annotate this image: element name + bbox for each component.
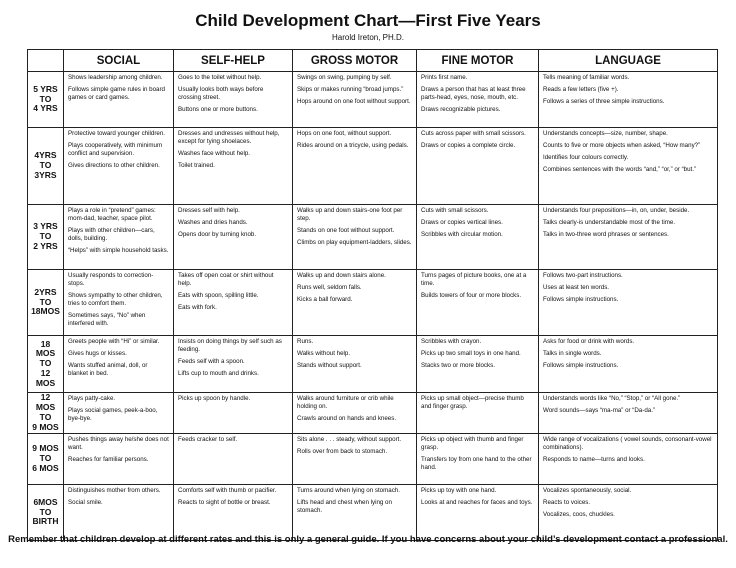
milestone-item: Sometimes says, “No” when interfered with.	[68, 311, 146, 327]
age-range-line: 2YRS	[34, 286, 57, 297]
table-row	[28, 128, 718, 205]
age-range-line: 9 MOS	[32, 421, 59, 432]
milestone-item: Word sounds—says “ma-ma” or “Da-da.”	[543, 406, 655, 414]
milestone-item: Feeds self with a spoon.	[178, 357, 245, 365]
milestone-item: Buttons one or more buttons.	[178, 105, 258, 113]
self-help-cell	[174, 205, 293, 270]
milestone-item: Gives hugs or kisses.	[68, 349, 127, 357]
gross-motor-cell	[293, 270, 417, 336]
milestone-item: Goes to the toilet without help.	[178, 74, 262, 81]
milestone-item: Plays social games, peek-a-boo, bye-bye.	[68, 406, 158, 422]
social-cell	[64, 485, 174, 541]
self-help-cell	[174, 72, 293, 128]
age-range-line: TO	[39, 93, 52, 104]
age-range-line: 5 YRS	[33, 83, 58, 94]
milestone-item: Distinguishes mother from others.	[68, 487, 161, 494]
milestone-item: Wide range of vocalizations ( vowel sounds, consonant-vowel combinations).	[543, 436, 712, 451]
milestone-item: Dresses and undresses without help, except for tying shoelaces.	[178, 130, 280, 145]
milestone-item: Shows sympathy to other children, tries to comfort them.	[68, 291, 163, 307]
fine-motor-cell	[417, 434, 539, 485]
table-row	[28, 205, 718, 270]
milestone-item: Reaches for familiar persons.	[68, 455, 149, 463]
age-range-line: 3 YRS	[33, 221, 58, 232]
social-cell	[64, 128, 174, 205]
milestone-item: Reads a few letters (five +).	[543, 85, 619, 93]
footer-note: Remember that children develop at different rates and this is only a general guide. If you have concerns about your child’s development contact a professional.	[8, 534, 728, 545]
age-range-line: TO	[39, 412, 52, 422]
milestone-item: Skips or makes running “broad jumps.”	[297, 85, 404, 93]
milestone-item: Picks up two small toys in one hand.	[421, 349, 521, 357]
milestone-item: Combines sentences with the words “and,” “or,” or “but.”	[543, 165, 697, 173]
age-range-line: TO	[39, 358, 52, 369]
table-row	[28, 393, 718, 434]
social-cell	[64, 434, 174, 485]
milestone-item: Washes face without help.	[178, 149, 250, 157]
self-help-cell	[174, 128, 293, 205]
milestone-item: Climbs on play equipment-ladders, slides.	[297, 238, 412, 246]
age-range-line: TO	[39, 231, 52, 242]
milestone-item: Looks at and reaches for faces and toys.	[421, 498, 533, 506]
milestone-item: Talks in single words.	[543, 349, 602, 357]
gross-motor-cell	[293, 128, 417, 205]
age-range-line: TO	[39, 506, 52, 517]
milestone-item: Crawls around on hands and knees.	[297, 414, 397, 422]
milestone-item: Counts to five or more objects when asked, “How many?”	[543, 141, 701, 149]
age-range-cell	[28, 336, 64, 393]
language-cell	[539, 434, 718, 485]
milestone-item: Lifts cup to mouth and drinks.	[178, 369, 259, 377]
milestone-item: “Helps” with simple household tasks.	[68, 246, 169, 254]
milestone-item: Draws or copies vertical lines.	[421, 218, 503, 226]
milestone-item: Transfers toy from one hand to the other hand.	[421, 455, 532, 471]
milestone-item: Talks in two-three word phrases or sentences.	[543, 230, 669, 238]
milestone-item: Walks up and down stairs-one foot per step.	[297, 207, 403, 222]
age-range-line: BIRTH	[32, 516, 59, 527]
milestone-item: Picks up small object—precise thumb and finger grasp.	[421, 395, 524, 410]
milestone-item: Usually responds to correction-stops.	[68, 272, 154, 287]
age-range-line: 12 MOS	[35, 367, 56, 388]
self-help-cell	[174, 485, 293, 541]
milestone-item: Plays cooperatively, with minimum conflict and supervision.	[68, 141, 163, 157]
milestone-item: Picks up toy with one hand.	[421, 487, 497, 494]
milestone-item: Walks without help.	[297, 349, 351, 357]
milestone-item: Vocalizes spontaneously, social.	[543, 487, 632, 494]
milestone-item: Turns pages of picture books, one at a time.	[421, 272, 527, 287]
header-gross-motor: GROSS MOTOR	[293, 50, 417, 72]
milestone-item: Social smile.	[68, 498, 103, 506]
milestone-item: Dresses self with help.	[178, 207, 240, 214]
milestone-item: Insists on doing things by self such as feeding.	[178, 338, 282, 353]
development-table	[27, 49, 718, 541]
age-range-line: 4 YRS	[33, 103, 58, 114]
milestone-item: Runs.	[297, 338, 314, 345]
milestone-item: Talks clearly-is understandable most of the time.	[543, 218, 676, 226]
header-fine-motor: FINE MOTOR	[417, 50, 539, 72]
gross-motor-cell	[293, 393, 417, 434]
milestone-item: Picks up object with thumb and finger grasp.	[421, 436, 524, 451]
milestone-item: Scribbles with circular motion.	[421, 230, 503, 238]
age-range-cell	[28, 72, 64, 128]
header-language: LANGUAGE	[539, 50, 718, 72]
milestone-item: Runs well, seldom falls.	[297, 283, 362, 291]
fine-motor-cell	[417, 393, 539, 434]
language-cell	[539, 205, 718, 270]
milestone-item: Prints first name.	[421, 74, 468, 81]
milestone-item: Lifts head and chest when lying on stomach.	[297, 498, 392, 514]
age-range-line: 18MOS	[31, 306, 60, 317]
header-corner	[28, 50, 64, 72]
age-range-line: TO	[39, 453, 52, 464]
milestone-item: Cuts with small scissors.	[421, 207, 489, 214]
self-help-cell	[174, 434, 293, 485]
age-range-line: 6MOS	[33, 496, 58, 507]
milestone-item: Eats with spoon, spilling little.	[178, 291, 259, 299]
fine-motor-cell	[417, 128, 539, 205]
milestone-item: Gives directions to other children.	[68, 161, 160, 169]
milestone-item: Stacks two or more blocks.	[421, 361, 495, 369]
milestone-item: Pushes things away he/she does not want.	[68, 436, 169, 451]
milestone-item: Kicks a ball forward.	[297, 295, 353, 303]
header-self-help: SELF-HELP	[174, 50, 293, 72]
milestone-item: Hops around on one foot without support.	[297, 97, 411, 105]
language-cell	[539, 128, 718, 205]
age-range-cell	[28, 393, 64, 434]
milestone-item: Greets people with “Hi” or similar.	[68, 338, 160, 345]
milestone-item: Walks around furniture or crib while holding on.	[297, 395, 394, 410]
milestone-item: Walks up and down stairs alone.	[297, 272, 386, 279]
milestone-item: Follows simple game rules in board games or card games.	[68, 85, 165, 101]
milestone-item: Understands concepts—size, number, shape.	[543, 130, 668, 137]
milestone-item: Eats with fork.	[178, 303, 217, 311]
milestone-item: Draws or copies a complete circle.	[421, 141, 516, 149]
milestone-item: Uses at least ten words.	[543, 283, 610, 291]
milestone-item: Wants stuffed animal, doll, or blanket in bed.	[68, 361, 148, 377]
milestone-item: Draws a person that has at least three parts-head, eyes, nose, mouth, etc.	[421, 85, 526, 101]
milestone-item: Reacts to sight of bottle or breast.	[178, 498, 271, 506]
age-range-line: 12 MOS	[35, 392, 56, 413]
milestone-item: Scribbles with crayon.	[421, 338, 482, 345]
author-line: Harold Ireton, PH.D.	[331, 33, 405, 42]
age-range-line: 3YRS	[34, 169, 57, 180]
milestone-item: Cuts across paper with small scissors.	[421, 130, 526, 137]
milestone-item: Identifies four colours correctly.	[543, 153, 629, 161]
language-cell	[539, 270, 718, 336]
milestone-item: Swings on swing, pumping by self.	[297, 74, 392, 81]
milestone-item: Vocalizes, coos, chuckles.	[543, 510, 615, 518]
age-range-line: TO	[39, 160, 52, 171]
milestone-item: Stands on one foot without support.	[297, 226, 395, 234]
milestone-item: Opens door by turning knob.	[178, 230, 257, 238]
fine-motor-cell	[417, 485, 539, 541]
age-range-cell	[28, 270, 64, 336]
social-cell	[64, 393, 174, 434]
social-cell	[64, 72, 174, 128]
age-range-line: 6 MOS	[32, 462, 59, 473]
age-range-line: TO	[39, 296, 52, 307]
age-range-line: 18 MOS	[35, 338, 56, 359]
milestone-item: Turns around when lying on stomach.	[297, 487, 400, 494]
milestone-item: Reacts to voices.	[543, 498, 591, 506]
milestone-item: Shows leadership among children.	[68, 74, 163, 81]
milestone-item: Takes off open coat or shirt without help.	[178, 272, 274, 287]
milestone-item: Hops on one foot, without support.	[297, 130, 392, 137]
language-cell	[539, 336, 718, 393]
age-range-cell	[28, 128, 64, 205]
table-row	[28, 72, 718, 128]
milestone-item: Plays patty-cake.	[68, 395, 116, 402]
milestone-item: Stands without support.	[297, 361, 362, 369]
fine-motor-cell	[417, 72, 539, 128]
self-help-cell	[174, 336, 293, 393]
milestone-item: Follows simple instructions.	[543, 361, 619, 369]
milestone-item: Rides around on a tricycle, using pedals.	[297, 141, 409, 149]
milestone-item: Understands four prepositions—in, on, under, beside.	[543, 207, 690, 214]
milestone-item: Asks for food or drink with words.	[543, 338, 635, 345]
milestone-item: Washes and dries hands.	[178, 218, 248, 226]
age-range-line: 4YRS	[34, 150, 57, 161]
table-row	[28, 336, 718, 393]
gross-motor-cell	[293, 485, 417, 541]
table-row	[28, 434, 718, 485]
age-range-cell	[28, 485, 64, 541]
fine-motor-cell	[417, 270, 539, 336]
milestone-item: Sits alone . . . steady, without support.	[297, 436, 402, 443]
milestone-item: Plays with other children—cars, dolls, building.	[68, 226, 155, 242]
milestone-item: Feeds cracker to self.	[178, 436, 238, 443]
fine-motor-cell	[417, 205, 539, 270]
table-row	[28, 485, 718, 541]
header-row	[28, 50, 718, 72]
age-range-cell	[28, 434, 64, 485]
milestone-item: Comforts self with thumb or pacifier.	[178, 487, 277, 494]
fine-motor-cell	[417, 336, 539, 393]
language-cell	[539, 485, 718, 541]
social-cell	[64, 336, 174, 393]
age-range-line: 9 MOS	[32, 443, 59, 454]
gross-motor-cell	[293, 434, 417, 485]
milestone-item: Responds to name—turns and looks.	[543, 455, 645, 463]
header-social: SOCIAL	[64, 50, 174, 72]
milestone-item: Builds towers of four or more blocks.	[421, 291, 522, 299]
language-cell	[539, 393, 718, 434]
milestone-item: Follows two-part instructions.	[543, 272, 623, 279]
milestone-item: Draws recognizable pictures.	[421, 105, 501, 113]
milestone-item: Usually looks both ways before crossing street.	[178, 85, 264, 101]
self-help-cell	[174, 270, 293, 336]
milestone-item: Plays a role in “pretend” games: mom-dad, teacher, space pilot.	[68, 207, 156, 222]
milestone-item: Tells meaning of familiar words.	[543, 74, 630, 81]
milestone-item: Rolls over from back to stomach.	[297, 447, 388, 455]
gross-motor-cell	[293, 205, 417, 270]
language-cell	[539, 72, 718, 128]
self-help-cell	[174, 393, 293, 434]
table-row	[28, 270, 718, 336]
milestone-item: Follows a series of three simple instructions.	[543, 97, 665, 105]
milestone-item: Understands words like “No,” “Stop,” or “All gone.”	[543, 395, 681, 402]
milestone-item: Follows simple instructions.	[543, 295, 619, 303]
social-cell	[64, 270, 174, 336]
milestone-item: Toilet trained.	[178, 161, 215, 169]
social-cell	[64, 205, 174, 270]
age-range-line: 2 YRS	[33, 240, 58, 251]
chart-title: Child Development Chart—First Five Years	[195, 11, 541, 30]
milestone-item: Picks up spoon by handle.	[178, 395, 251, 402]
age-range-cell	[28, 205, 64, 270]
gross-motor-cell	[293, 336, 417, 393]
milestone-item: Protective toward younger children.	[68, 130, 165, 137]
gross-motor-cell	[293, 72, 417, 128]
